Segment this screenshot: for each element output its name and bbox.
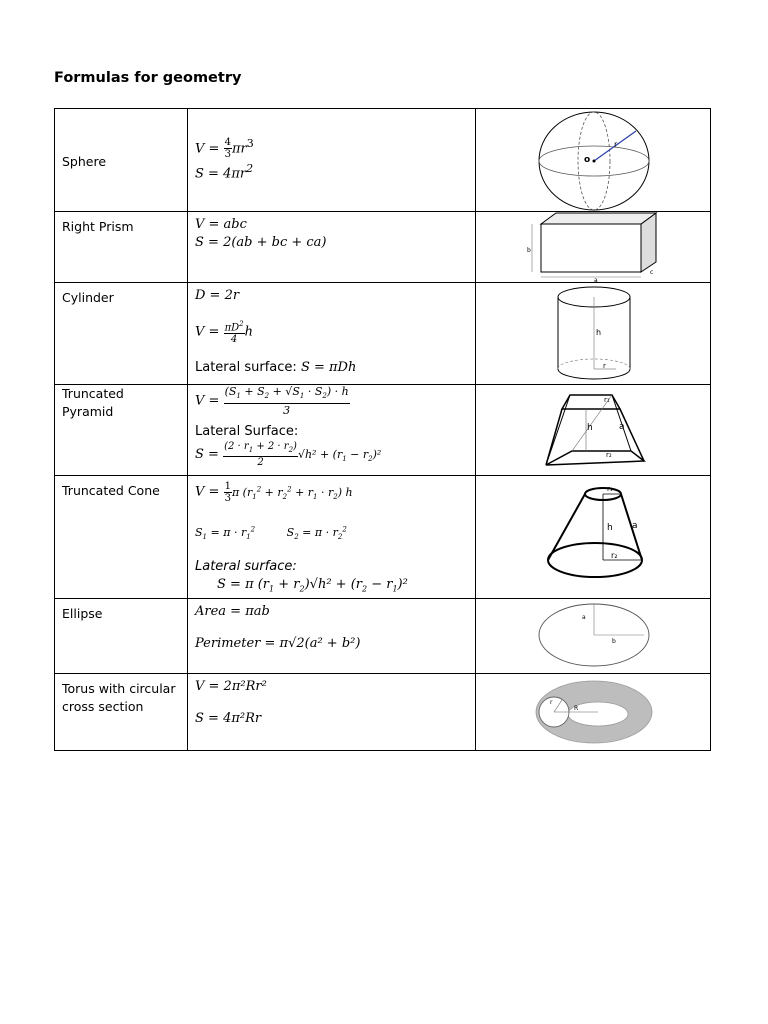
formula-cell [188,476,476,599]
formula-volume: V = 2π²Rr² [195,679,267,695]
r-label: r [550,699,553,707]
table-row [55,674,711,751]
formula-areas: $S_1 = \pi \cdot r_1^2$ $S_2 = \pi \cdot r_2^2$ [195,524,347,541]
torus-figure [476,674,711,750]
figure-cell [476,476,711,599]
shape-name-line: Pyramid [62,404,114,419]
formula-cell [188,385,476,476]
page-title: Formulas for geometry [54,70,242,86]
formula-cell [188,109,476,212]
h-label: h [587,423,593,433]
formula-volume: V = $\frac{(S_1 + S_2 + √S_1 \cdot S_2) \cdot h}{3}$ [195,385,349,418]
a-label: a [632,521,638,531]
prism-figure [476,212,711,282]
formula-volume: V = $\frac{\pi D^2}{4}$ h [195,320,254,346]
shape-name: Truncated Cone [62,483,160,498]
r1-label: r₁ [607,485,613,493]
formula-diameter: D = 2r [195,288,240,303]
a-label: a [594,277,598,282]
shape-name: Right Prism [62,219,134,234]
c-label: c [650,269,654,276]
sphere-figure [476,109,711,211]
lateral-label: Lateral Surface: [195,424,299,440]
figure-cell [476,109,711,212]
ellipse-figure [476,599,711,673]
formula-perimeter: Perimeter = π√2(a² + b²) [195,636,361,652]
formula-volume: V = abc [195,217,247,232]
formula-lateral: S = π $(r_1 + r_2)√h^2 + (r_2 - r_1)^2$ [217,576,408,594]
shape-name: Cylinder [62,290,114,305]
r1-label: r₁ [604,396,610,404]
formula-lateral: Lateral surface: S = πDh [195,360,357,376]
shape-name-line: Truncated [62,386,124,401]
b-label: b [527,247,531,254]
table-row [55,109,711,212]
shape-name: Ellipse [62,606,103,622]
formula-surface: $S = 4\pi r^2$ [195,162,254,182]
h-label: h [596,328,602,337]
formula-area: Area = πab [195,604,270,620]
r2-label: r₂ [606,451,612,459]
r-label: r [603,362,606,370]
formula-cell [188,212,476,283]
center-label: o [584,155,591,165]
h-label: h [607,523,613,533]
formula-lateral: S = $\frac{(2 \cdot r_1 + 2 \cdot r_2)}{2}$ $√h^2 + (r_1 - r_2)^2$ [195,441,382,469]
shape-name-line: cross section [62,699,144,715]
figure-cell [476,599,711,674]
shape-name-line: Torus with circular [62,681,176,697]
formula-cell [188,599,476,674]
cone-figure [476,476,711,594]
formula-cell [188,674,476,751]
table-row [55,212,711,283]
table-row [55,476,711,599]
a-label: a [582,614,586,622]
figure-cell [476,674,711,751]
figure-cell [476,212,711,283]
formula-table [54,108,711,751]
figure-cell [476,385,711,476]
b-label: b [612,638,616,646]
shape-name: Sphere [62,154,107,169]
figure-cell [476,283,711,385]
formula-volume: V = $\frac{1}{3}$ π $(r_1^2 + r_2^2 + r_1 \cdot r_2)$ h [195,480,353,504]
lateral-label: Lateral surface: [195,558,297,574]
pyramid-figure [476,385,711,475]
a-label: a [619,422,625,432]
table-row [55,283,711,385]
formula-volume: V = $\frac{4}{3}$ $\pi r^3$ [195,137,254,161]
R-label: R [574,705,579,713]
formula-surface: S = 2(ab + bc + ca) [195,235,327,250]
table-row [55,385,711,476]
r2-label: r₂ [611,551,618,560]
radius-label: r [614,140,618,149]
table-row [55,599,711,674]
cylinder-figure [476,283,711,384]
formula-surface: S = 4π²Rr [195,711,262,727]
formula-cell [188,283,476,385]
